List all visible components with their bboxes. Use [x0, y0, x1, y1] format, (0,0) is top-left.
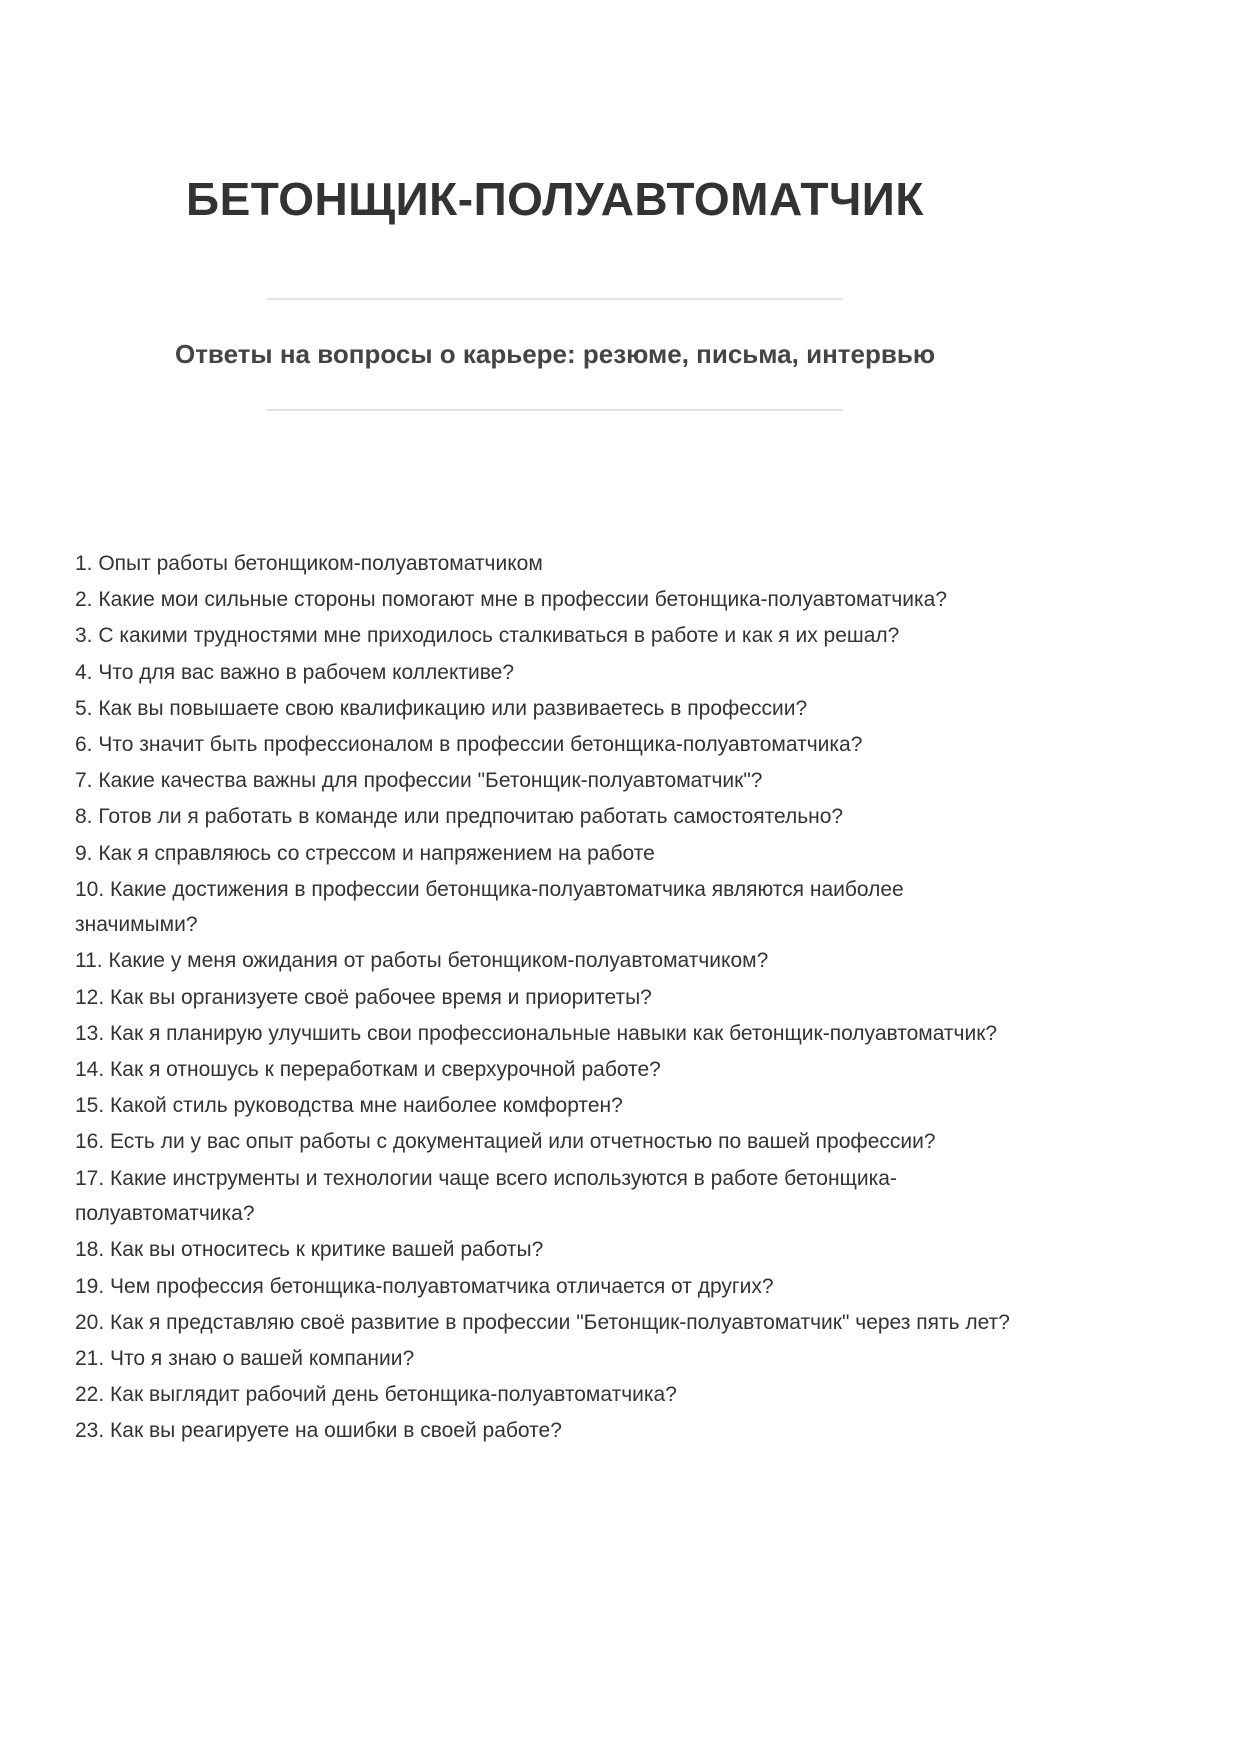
page-title: БЕТОНЩИК-ПОЛУАВТОМАТЧИК [186, 173, 924, 225]
question-item: 10. Какие достижения в профессии бетонщика-полуавтоматчика являются наиболее значимыми? [75, 877, 904, 937]
question-item: 12. Как вы организуете своё рабочее время и приоритеты? [75, 985, 652, 1009]
question-item: 22. Как выглядит рабочий день бетонщика-полуавтоматчика? [75, 1383, 677, 1407]
questions-list [75, 546, 1025, 1450]
question-item: 1. Опыт работы бетонщиком-полуавтоматчиком [75, 552, 543, 575]
question-item: 19. Чем профессия бетонщика-полуавтоматчика отличается от других? [75, 1274, 774, 1298]
divider-top [267, 298, 843, 300]
question-item: 2. Какие мои сильные стороны помогают мне в профессии бетонщика-полуавтоматчика? [75, 588, 948, 612]
question-item: 5. Как вы повышаете свою квалификацию или развиваетесь в профессии? [75, 696, 808, 720]
question-item: 3. С какими трудностями мне приходилось сталкиваться в работе и как я их решал? [75, 624, 900, 648]
question-item: 15. Какой стиль руководства мне наиболее комфортен? [75, 1094, 623, 1118]
question-item: 20. Как я представляю своё развитие в профессии "Бетонщик-полуавтоматчик" через пять лет? [75, 1310, 1010, 1334]
question-item: 14. Как я отношусь к переработкам и сверхурочной работе? [75, 1058, 661, 1082]
question-item: 11. Какие у меня ожидания от работы бетонщиком-полуавтоматчиком? [75, 949, 769, 973]
question-item: 4. Что для вас важно в рабочем коллективе? [75, 660, 515, 684]
question-item: 8. Готов ли я работать в команде или предпочитаю работать самостоятельно? [75, 805, 844, 829]
question-item: 6. Что значит быть профессионалом в профессии бетонщика-полуавтоматчика? [75, 732, 863, 756]
question-item: 17. Какие инструменты и технологии чаще всего используются в работе бетонщика-полуавтоматчика? [75, 1166, 897, 1226]
divider-bottom [267, 409, 843, 411]
question-item: 21. Что я знаю о вашей компании? [75, 1346, 415, 1370]
question-item: 7. Какие качества важны для профессии "Бетонщик-полуавтоматчик"? [75, 769, 763, 793]
question-item: 13. Как я планирую улучшить свои профессиональные навыки как бетонщик-полуавтоматчик? [75, 1021, 998, 1045]
question-item: 18. Как вы относитесь к критике вашей работы? [75, 1238, 544, 1262]
page-subtitle: Ответы на вопросы о карьере: резюме, письма, интервью [174, 339, 936, 369]
question-item: 23. Как вы реагируете на ошибки в своей работе? [75, 1419, 562, 1443]
question-item: 9. Как я справляюсь со стрессом и напряжением на работе [75, 841, 655, 865]
question-item: 16. Есть ли у вас опыт работы с документацией или отчетностью по вашей профессии? [75, 1130, 936, 1154]
